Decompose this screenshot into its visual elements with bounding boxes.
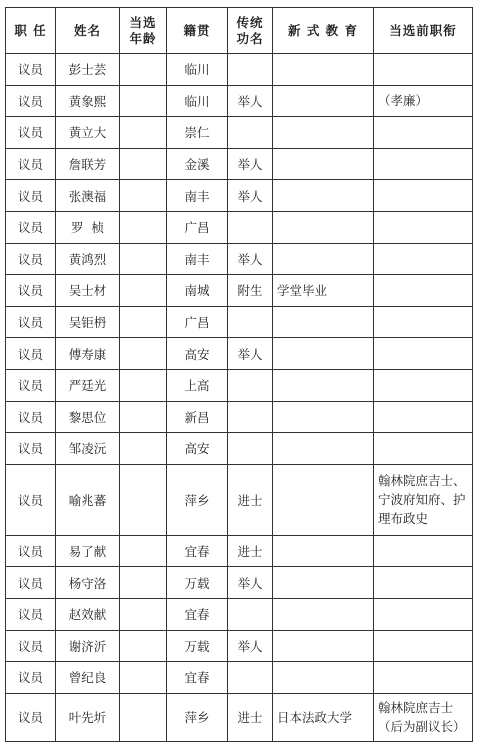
cell-age (120, 243, 167, 275)
cell-degree (228, 117, 273, 149)
cell-name: 叶先圻 (56, 693, 120, 741)
cell-role: 议员 (6, 630, 56, 662)
cell-role: 议员 (6, 85, 56, 117)
cell-prior-title (374, 306, 473, 338)
cell-age (120, 180, 167, 212)
cell-degree: 举人 (228, 85, 273, 117)
cell-name: 曾纪良 (56, 662, 120, 694)
cell-native-place: 萍乡 (167, 693, 228, 741)
cell-prior-title: 翰林院庶吉士（后为副议长） (374, 693, 473, 741)
cell-native-place: 广昌 (167, 211, 228, 243)
cell-name: 黄象熙 (56, 85, 120, 117)
cell-prior-title (374, 369, 473, 401)
cell-degree: 进士 (228, 693, 273, 741)
cell-education (273, 85, 374, 117)
cell-name: 罗 桢 (56, 211, 120, 243)
cell-degree: 举人 (228, 148, 273, 180)
cell-degree: 进士 (228, 464, 273, 535)
cell-name: 黎思位 (56, 401, 120, 433)
cell-prior-title (374, 567, 473, 599)
cell-name: 詹联芳 (56, 148, 120, 180)
cell-prior-title (374, 401, 473, 433)
cell-degree (228, 54, 273, 86)
cell-native-place: 高安 (167, 433, 228, 465)
cell-role: 议员 (6, 535, 56, 567)
cell-degree: 举人 (228, 243, 273, 275)
cell-education (273, 338, 374, 370)
cell-prior-title (374, 275, 473, 307)
cell-education (273, 598, 374, 630)
cell-native-place: 广昌 (167, 306, 228, 338)
cell-education (273, 306, 374, 338)
table-row (6, 85, 473, 117)
table-row (6, 535, 473, 567)
cell-name: 易了献 (56, 535, 120, 567)
table-row (6, 148, 473, 180)
cell-degree: 附生 (228, 275, 273, 307)
cell-native-place: 金溪 (167, 148, 228, 180)
cell-name: 彭士芸 (56, 54, 120, 86)
cell-degree (228, 662, 273, 694)
cell-name: 严廷光 (56, 369, 120, 401)
cell-age (120, 662, 167, 694)
table-row (6, 630, 473, 662)
cell-role: 议员 (6, 662, 56, 694)
table-row (6, 54, 473, 86)
header-name: 姓名 (56, 8, 120, 54)
cell-prior-title: （孝廉） (374, 85, 473, 117)
cell-age (120, 117, 167, 149)
cell-role: 议员 (6, 433, 56, 465)
cell-native-place: 临川 (167, 85, 228, 117)
cell-native-place: 南丰 (167, 243, 228, 275)
cell-degree (228, 401, 273, 433)
cell-degree (228, 306, 273, 338)
member-table (5, 7, 473, 742)
cell-name: 吴士材 (56, 275, 120, 307)
table-row (6, 401, 473, 433)
cell-age (120, 693, 167, 741)
cell-prior-title (374, 338, 473, 370)
cell-age (120, 401, 167, 433)
cell-prior-title (374, 211, 473, 243)
cell-role: 议员 (6, 180, 56, 212)
cell-name: 赵效献 (56, 598, 120, 630)
cell-name: 傅寿康 (56, 338, 120, 370)
cell-role: 议员 (6, 567, 56, 599)
cell-education (273, 464, 374, 535)
header-education: 新 式 教 育 (273, 8, 374, 54)
table-row (6, 211, 473, 243)
cell-name: 张澳福 (56, 180, 120, 212)
table-row (6, 598, 473, 630)
cell-role: 议员 (6, 148, 56, 180)
cell-native-place: 萍乡 (167, 464, 228, 535)
cell-prior-title (374, 54, 473, 86)
cell-age (120, 433, 167, 465)
cell-name: 喻兆蕃 (56, 464, 120, 535)
table-row (6, 662, 473, 694)
cell-name: 黄立大 (56, 117, 120, 149)
cell-native-place: 宜春 (167, 535, 228, 567)
cell-role: 议员 (6, 598, 56, 630)
cell-education (273, 401, 374, 433)
cell-age (120, 211, 167, 243)
cell-role: 议员 (6, 338, 56, 370)
cell-age (120, 148, 167, 180)
cell-education (273, 243, 374, 275)
cell-degree (228, 433, 273, 465)
cell-prior-title (374, 535, 473, 567)
cell-name: 黄鸿烈 (56, 243, 120, 275)
cell-prior-title (374, 243, 473, 275)
cell-role: 议员 (6, 693, 56, 741)
table-row (6, 433, 473, 465)
cell-education (273, 433, 374, 465)
table-row (6, 180, 473, 212)
cell-age (120, 54, 167, 86)
cell-degree: 举人 (228, 338, 273, 370)
cell-role: 议员 (6, 464, 56, 535)
cell-name: 谢济沂 (56, 630, 120, 662)
cell-degree: 举人 (228, 180, 273, 212)
cell-role: 议员 (6, 211, 56, 243)
cell-prior-title (374, 117, 473, 149)
cell-education: 日本法政大学 (273, 693, 374, 741)
cell-native-place: 万载 (167, 567, 228, 599)
cell-degree: 进士 (228, 535, 273, 567)
table-row (6, 117, 473, 149)
table-body (6, 54, 473, 742)
cell-education (273, 662, 374, 694)
cell-prior-title (374, 180, 473, 212)
cell-native-place: 南城 (167, 275, 228, 307)
cell-native-place: 南丰 (167, 180, 228, 212)
table-row (6, 243, 473, 275)
header-age: 当选 年龄 (120, 8, 167, 54)
cell-prior-title (374, 148, 473, 180)
cell-education (273, 211, 374, 243)
cell-age (120, 464, 167, 535)
cell-education (273, 180, 374, 212)
cell-education (273, 535, 374, 567)
cell-education: 学堂毕业 (273, 275, 374, 307)
cell-education (273, 54, 374, 86)
cell-native-place: 崇仁 (167, 117, 228, 149)
table-row (6, 306, 473, 338)
cell-name: 杨守洛 (56, 567, 120, 599)
cell-native-place: 高安 (167, 338, 228, 370)
header-degree: 传统 功名 (228, 8, 273, 54)
cell-native-place: 上高 (167, 369, 228, 401)
cell-education (273, 117, 374, 149)
cell-native-place: 万载 (167, 630, 228, 662)
table-row (6, 464, 473, 535)
table-row (6, 369, 473, 401)
cell-prior-title (374, 598, 473, 630)
cell-age (120, 369, 167, 401)
cell-role: 议员 (6, 117, 56, 149)
cell-role: 议员 (6, 275, 56, 307)
cell-native-place: 宜春 (167, 598, 228, 630)
cell-age (120, 535, 167, 567)
cell-degree (228, 598, 273, 630)
cell-age (120, 338, 167, 370)
cell-role: 议员 (6, 243, 56, 275)
cell-prior-title (374, 630, 473, 662)
cell-age (120, 598, 167, 630)
cell-degree (228, 369, 273, 401)
cell-age (120, 85, 167, 117)
cell-age (120, 630, 167, 662)
table-row (6, 567, 473, 599)
document-page (5, 7, 473, 742)
cell-education (273, 630, 374, 662)
cell-age (120, 306, 167, 338)
cell-role: 议员 (6, 306, 56, 338)
cell-education (273, 369, 374, 401)
cell-prior-title (374, 433, 473, 465)
cell-degree: 举人 (228, 567, 273, 599)
cell-role: 议员 (6, 369, 56, 401)
table-row (6, 693, 473, 741)
cell-role: 议员 (6, 54, 56, 86)
cell-age (120, 567, 167, 599)
cell-degree: 举人 (228, 630, 273, 662)
header-role: 职 任 (6, 8, 56, 54)
cell-native-place: 宜春 (167, 662, 228, 694)
cell-education (273, 567, 374, 599)
header-row (6, 8, 473, 54)
cell-education (273, 148, 374, 180)
header-native-place: 籍贯 (167, 8, 228, 54)
cell-role: 议员 (6, 401, 56, 433)
header-prior-title: 当选前职衔 (374, 8, 473, 54)
table-row (6, 338, 473, 370)
cell-native-place: 新昌 (167, 401, 228, 433)
cell-name: 吴钜枬 (56, 306, 120, 338)
table-row (6, 275, 473, 307)
cell-age (120, 275, 167, 307)
cell-prior-title: 翰林院庶吉士、宁波府知府、护理布政史 (374, 464, 473, 535)
cell-native-place: 临川 (167, 54, 228, 86)
cell-prior-title (374, 662, 473, 694)
cell-name: 邹凌沅 (56, 433, 120, 465)
cell-degree (228, 211, 273, 243)
